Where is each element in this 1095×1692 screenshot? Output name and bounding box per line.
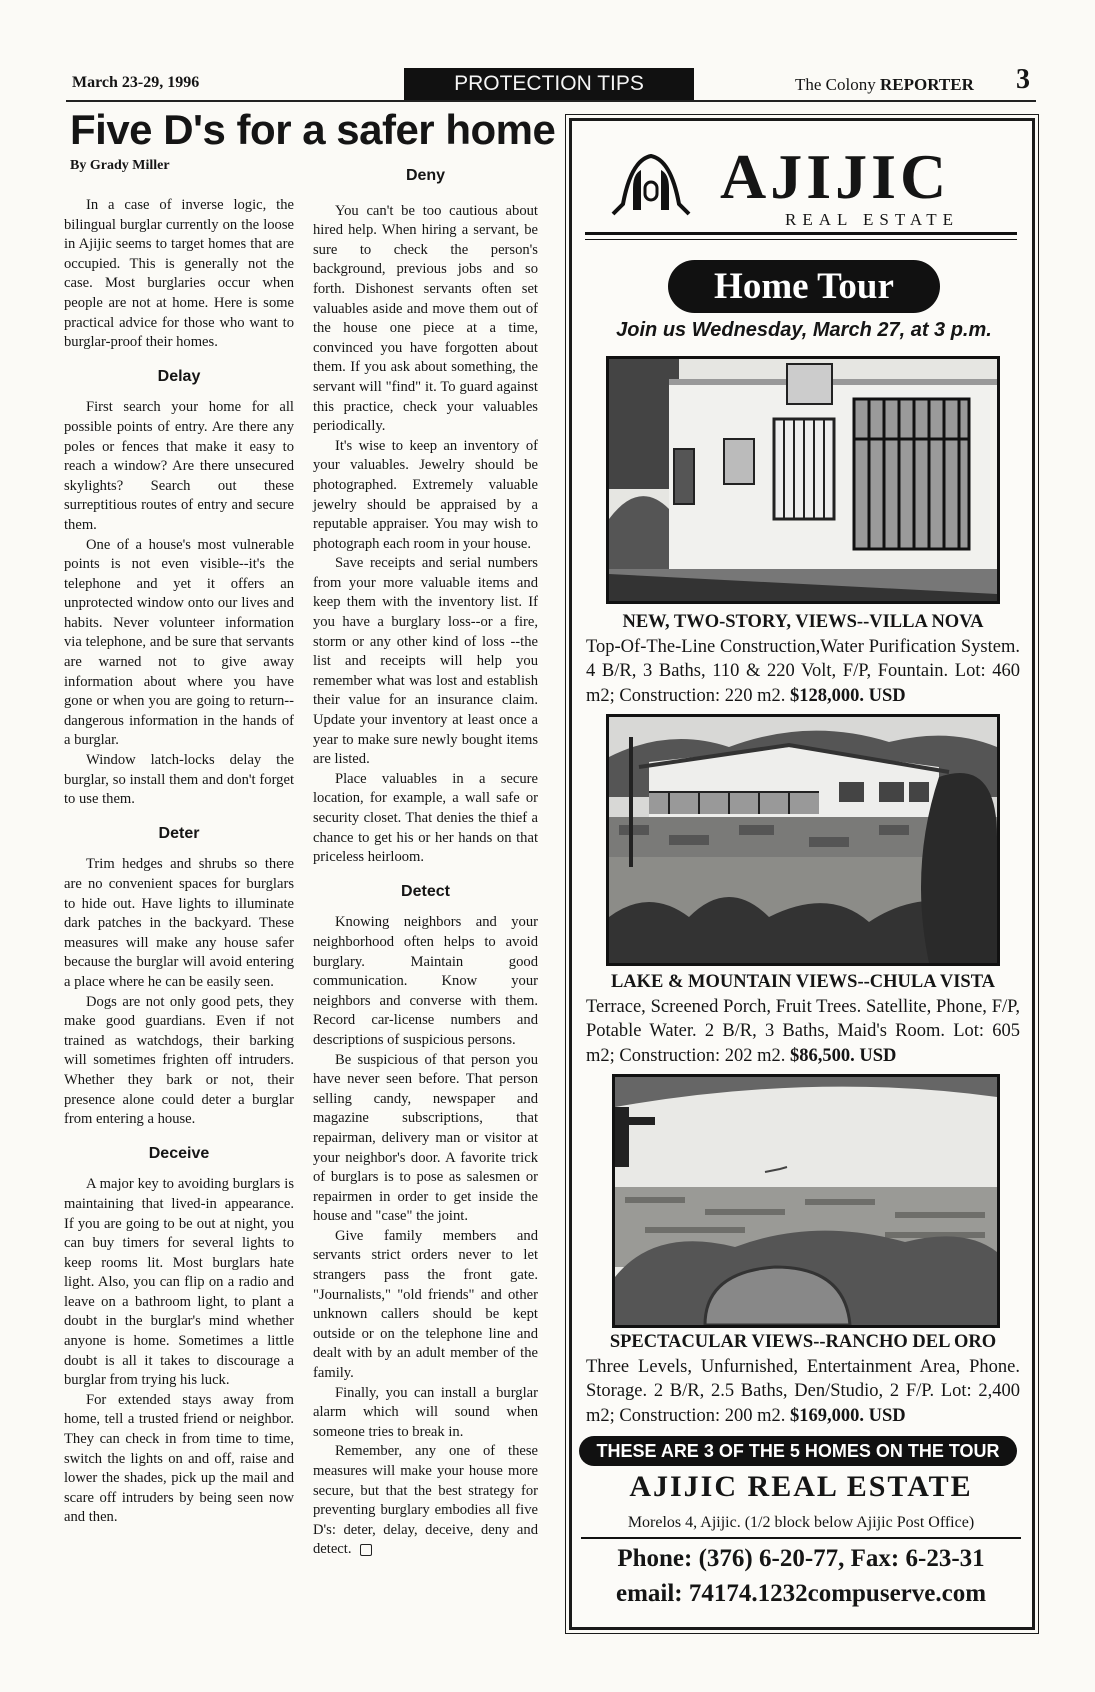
paragraph: One of a house's most vulnerable points is not even visible--it's the telephone and yet it offers an unprotected window onto our lives and habits. Never volunteer information via telephone, and be sure that servants are warned not to give away information about where you have gone or when you are going to return--dangerous information in the hands of a burglar.: [64, 536, 294, 749]
photo-villa-nova: [606, 356, 1000, 604]
logo-rule: [585, 232, 1017, 235]
listing-price: $128,000. USD: [790, 685, 906, 706]
newspaper-name: [795, 75, 974, 95]
paragraph: Give family members and servants strict orders never to let strangers pass the front gate. "Journalists," "old friends" and other unknown callers should be kept outside or on the telephone line and dealt with by an adult member of the family.: [313, 1227, 538, 1382]
arch-logo-icon: [611, 152, 691, 216]
paragraph-final: [313, 1442, 538, 1560]
listing-description: [586, 1355, 1020, 1429]
paragraph: For extended stays away from home, tell a trusted friend or neighbor. They can check in from time to time, switch the lights on and off, raise and lower the shades, pick up the mail and scare off intruders by being seen now and then.: [64, 1391, 294, 1526]
ad-email: email: 74174.1232compuserve.com: [615, 1580, 987, 1607]
article-headline: Five D's for a safer home: [70, 106, 556, 153]
paragraph: First search your home for all possible points of entry. Are there any poles or fences that make it easy to reach a window? Are there unsecured skylights? Search out these surreptitious routes of entry and secure them.: [64, 399, 294, 533]
subheading-deter: Deter: [158, 824, 200, 842]
listing-price: $86,500. USD: [790, 1045, 897, 1066]
article-column-2: [313, 166, 538, 1560]
paragraph: Finally, you can install a burglar alarm which will sound when someone tries to break in.: [313, 1384, 538, 1440]
house-photo-icon: [609, 359, 997, 601]
tour-homes-banner: THESE ARE 3 OF THE 5 HOMES ON THE TOUR: [579, 1436, 1017, 1466]
listing-description: [586, 635, 1020, 709]
end-mark-icon: [360, 1544, 372, 1556]
photo-rancho-del-oro: [612, 1074, 1000, 1328]
ad-logo-subtitle: REAL ESTATE: [785, 210, 960, 229]
paragraph: It's wise to keep an inventory of your valuables. Jewelry should be photographed. Extremely valuable jewelry should be appraised by a reputable appraiser. You may wish to photograph each room in your house.: [313, 437, 538, 552]
subheading-deceive: Deceive: [148, 1144, 210, 1162]
logo-rule: [585, 239, 1017, 240]
listing-details: Three Levels, Unfurnished, Entertainment Area, Phone. Storage. 2 B/R, 2.5 Baths, Den/Studio, 2 F/P. Lot: 2,400 m2; Construction: 200 m2.: [586, 1356, 1020, 1426]
paragraph: Trim hedges and shrubs so there are no convenient spaces for burglars to hide out. Have lights to illuminate dark patches in the backyard. These measures will make any house safer because the burglar will avoid entering a place where he can be easily seen.: [64, 856, 294, 990]
newspaper-prefix: The Colony: [795, 75, 876, 94]
ad-phone: Phone: (376) 6-20-77, Fax: 6-23-31: [617, 1545, 985, 1572]
paragraph: You can't be too cautious about hired help. When hiring a servant, be sure to check the person's background, previous jobs and so forth. Dishonest servants often set valuables aside and move them out of the house one piece at a time, convinced you have forgotten about them. If you ask about something, the servant will "find" it. To guard against this practice, check your valuables periodically.: [313, 202, 538, 435]
paragraph: In a case of inverse logic, the bilingual burglar currently on the loose in Ajijic seems to target homes that are occupied. This is generally not the case. Most burglaries occur when people are not at home. Here is some practical advice for those who want to burglar-proof their homes.: [64, 197, 294, 351]
listing-details: Terrace, Screened Porch, Fruit Trees. Satellite, Phone, F/P, Potable Water. 2 B/R, 3 Baths, Maid's Room. Lot: 605 m2; Construction: 202 m2.: [586, 996, 1020, 1066]
view-photo-icon: [615, 1077, 997, 1325]
paragraph: Be suspicious of that person you have never seen before. That person selling candy, newspaper and magazine subscriptions, that repairman, delivery man or visitor at your neighbor's door. A favorite trick of burglars is to pose as salesmen or repairmen in order to get inside the house and "case" the joint.: [313, 1051, 538, 1225]
photo-chula-vista: [606, 714, 1000, 966]
listing-rancho-del-oro: [586, 1330, 1020, 1428]
address-rule: [581, 1537, 1021, 1539]
header-rule: [66, 100, 1036, 102]
newspaper-title: REPORTER: [880, 75, 974, 94]
page-number: 3: [1016, 64, 1030, 95]
paragraph: Window latch-locks delay the burglar, so install them and don't forget to use them.: [64, 752, 294, 808]
subheading-detect: Detect: [401, 882, 450, 900]
paragraph: A major key to avoiding burglars is maintaining that lived-in appearance. If you are going to be out at night, you can buy timers for several lights to keep rooms lit. Most burglars hate light. Also, you can flip on a radio and leave on a bathroom light, to plant a doubt in the burglar's mind whether anyone is home. Sometimes a little doubt is all it takes to discourage a burglar from trying his luck.: [64, 1176, 294, 1389]
article-byline: By Grady Miller: [70, 158, 170, 173]
paragraph: Save receipts and serial numbers from your more valuable items and keep them with the inventory list. If you have a burglary loss--or a fire, storm or any other kind of loss --the list and receipts will help you remember what was lost and establish their value for an insurance claim. Update your inventory at least once a year to make sure newly bought items are listed.: [313, 555, 538, 768]
listing-title: NEW, TWO-STORY, VIEWS--VILLA NOVA: [622, 612, 984, 632]
issue-date: March 23-29, 1996: [72, 74, 200, 91]
paragraph: Place valuables in a secure location, for example, a wall safe or security closet. That denies the thief a chance to get his or her hands on that priceless heirloom.: [313, 770, 538, 866]
paragraph-text: Remember, any one of these measures will make your house more secure, but that the best strategy for preventing burglary embodies all five D's: deter, delay, deceive, deny and detect.: [313, 1443, 538, 1558]
article-column-1: [64, 196, 294, 1528]
ad-address: Morelos 4, Ajijic. (1/2 block below Ajijic Post Office): [627, 1514, 975, 1531]
subheading-deny: Deny: [405, 167, 446, 184]
listing-title: SPECTACULAR VIEWS--RANCHO DEL ORO: [609, 1332, 997, 1352]
listing-details: Top-Of-The-Line Construction,Water Purification System. 4 B/R, 3 Baths, 110 & 220 Volt, F/P, Fountain. Lot: 460 m2; Construction: 220 m2.: [586, 636, 1020, 706]
ad-logo-name: AJIJIC: [720, 141, 951, 212]
listing-chula-vista: [586, 970, 1020, 1068]
house-photo-icon: [609, 717, 997, 963]
paragraph: Dogs are not only good pets, they make good guardians. Even if not trained as watchdogs, their barking will sometimes frighten off intruders. Whether they bark or not, their presence alone could deter a burglar from entering a house.: [64, 993, 294, 1128]
paragraph: Knowing neighbors and your neighborhood often helps to avoid burglary. Maintain good communication. Know your neighbors and converse with them. Record car-license numbers and descriptions of suspicious persons.: [313, 914, 538, 1048]
listing-title: LAKE & MOUNTAIN VIEWS--CHULA VISTA: [610, 972, 996, 992]
ad-footer-name: AJIJIC REAL ESTATE: [629, 1470, 973, 1503]
home-tour-banner: Home Tour: [668, 260, 940, 313]
tour-date: Join us Wednesday, March 27, at 3 p.m.: [616, 319, 992, 341]
listing-price: $169,000. USD: [790, 1405, 906, 1426]
section-label: PROTECTION TIPS: [404, 68, 694, 100]
listing-description: [586, 995, 1020, 1069]
subheading-delay: Delay: [157, 367, 201, 385]
listing-villa-nova: [586, 610, 1020, 708]
